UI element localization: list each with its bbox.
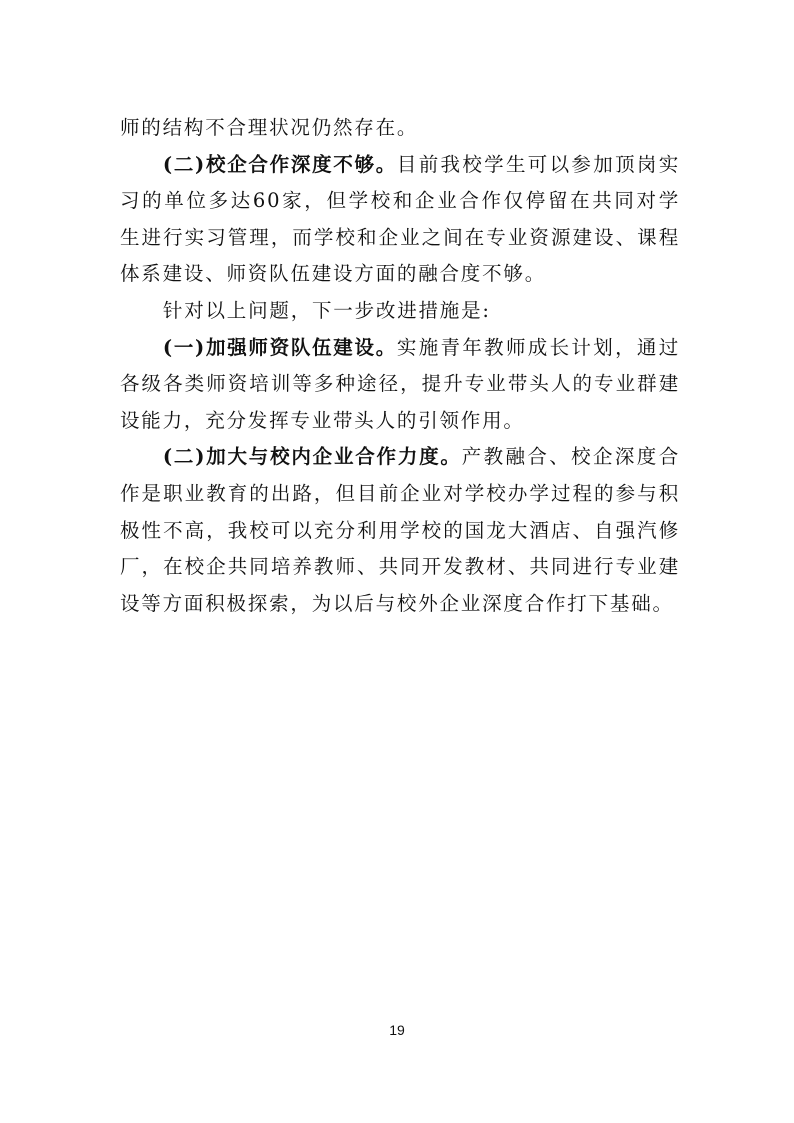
section-heading: (一)加强师资队伍建设。 — [162, 335, 397, 359]
paragraph-text: 产教融合、校企深度合作是职业教育的出路，但目前企业对学校办学过程的参与积极性不高，我校可以充分利用学校的国龙大酒店、自强汽修厂，在校企共同培养教师、共同开发教材、共同进行专业建设等方面积极探索，为以后与校外企业深度合作打下基础。 — [120, 445, 680, 615]
paragraph-enterprise-cooperation — [120, 439, 680, 622]
section-heading: (二)校企合作深度不够。 — [162, 152, 397, 176]
paragraph-text: 针对以上问题，下一步改进措施是: — [162, 298, 491, 322]
paragraph-text: 目前我校学生可以参加顶岗实习的单位多达60家，但学校和企业合作仅停留在共同对学生进行实习管理，而学校和企业之间在专业资源建设、课程体系建设、师资队伍建设方面的融合度不够。 — [120, 152, 680, 286]
paragraph-continuation — [120, 110, 680, 147]
paragraph-school-enterprise-depth — [120, 147, 680, 293]
page-number: 19 — [389, 1022, 405, 1038]
paragraph-teacher-team — [120, 330, 680, 440]
paragraph-improvement-intro — [120, 293, 680, 330]
paragraph-text: 实施青年教师成长计划，通过各级各类师资培训等多种途径，提升专业带头人的专业群建设能力，充分发挥专业带头人的引领作用。 — [120, 335, 680, 432]
document-body — [120, 110, 680, 622]
section-heading: (二)加大与校内企业合作力度。 — [162, 445, 462, 469]
paragraph-text: 师的结构不合理状况仍然存在。 — [120, 116, 419, 139]
